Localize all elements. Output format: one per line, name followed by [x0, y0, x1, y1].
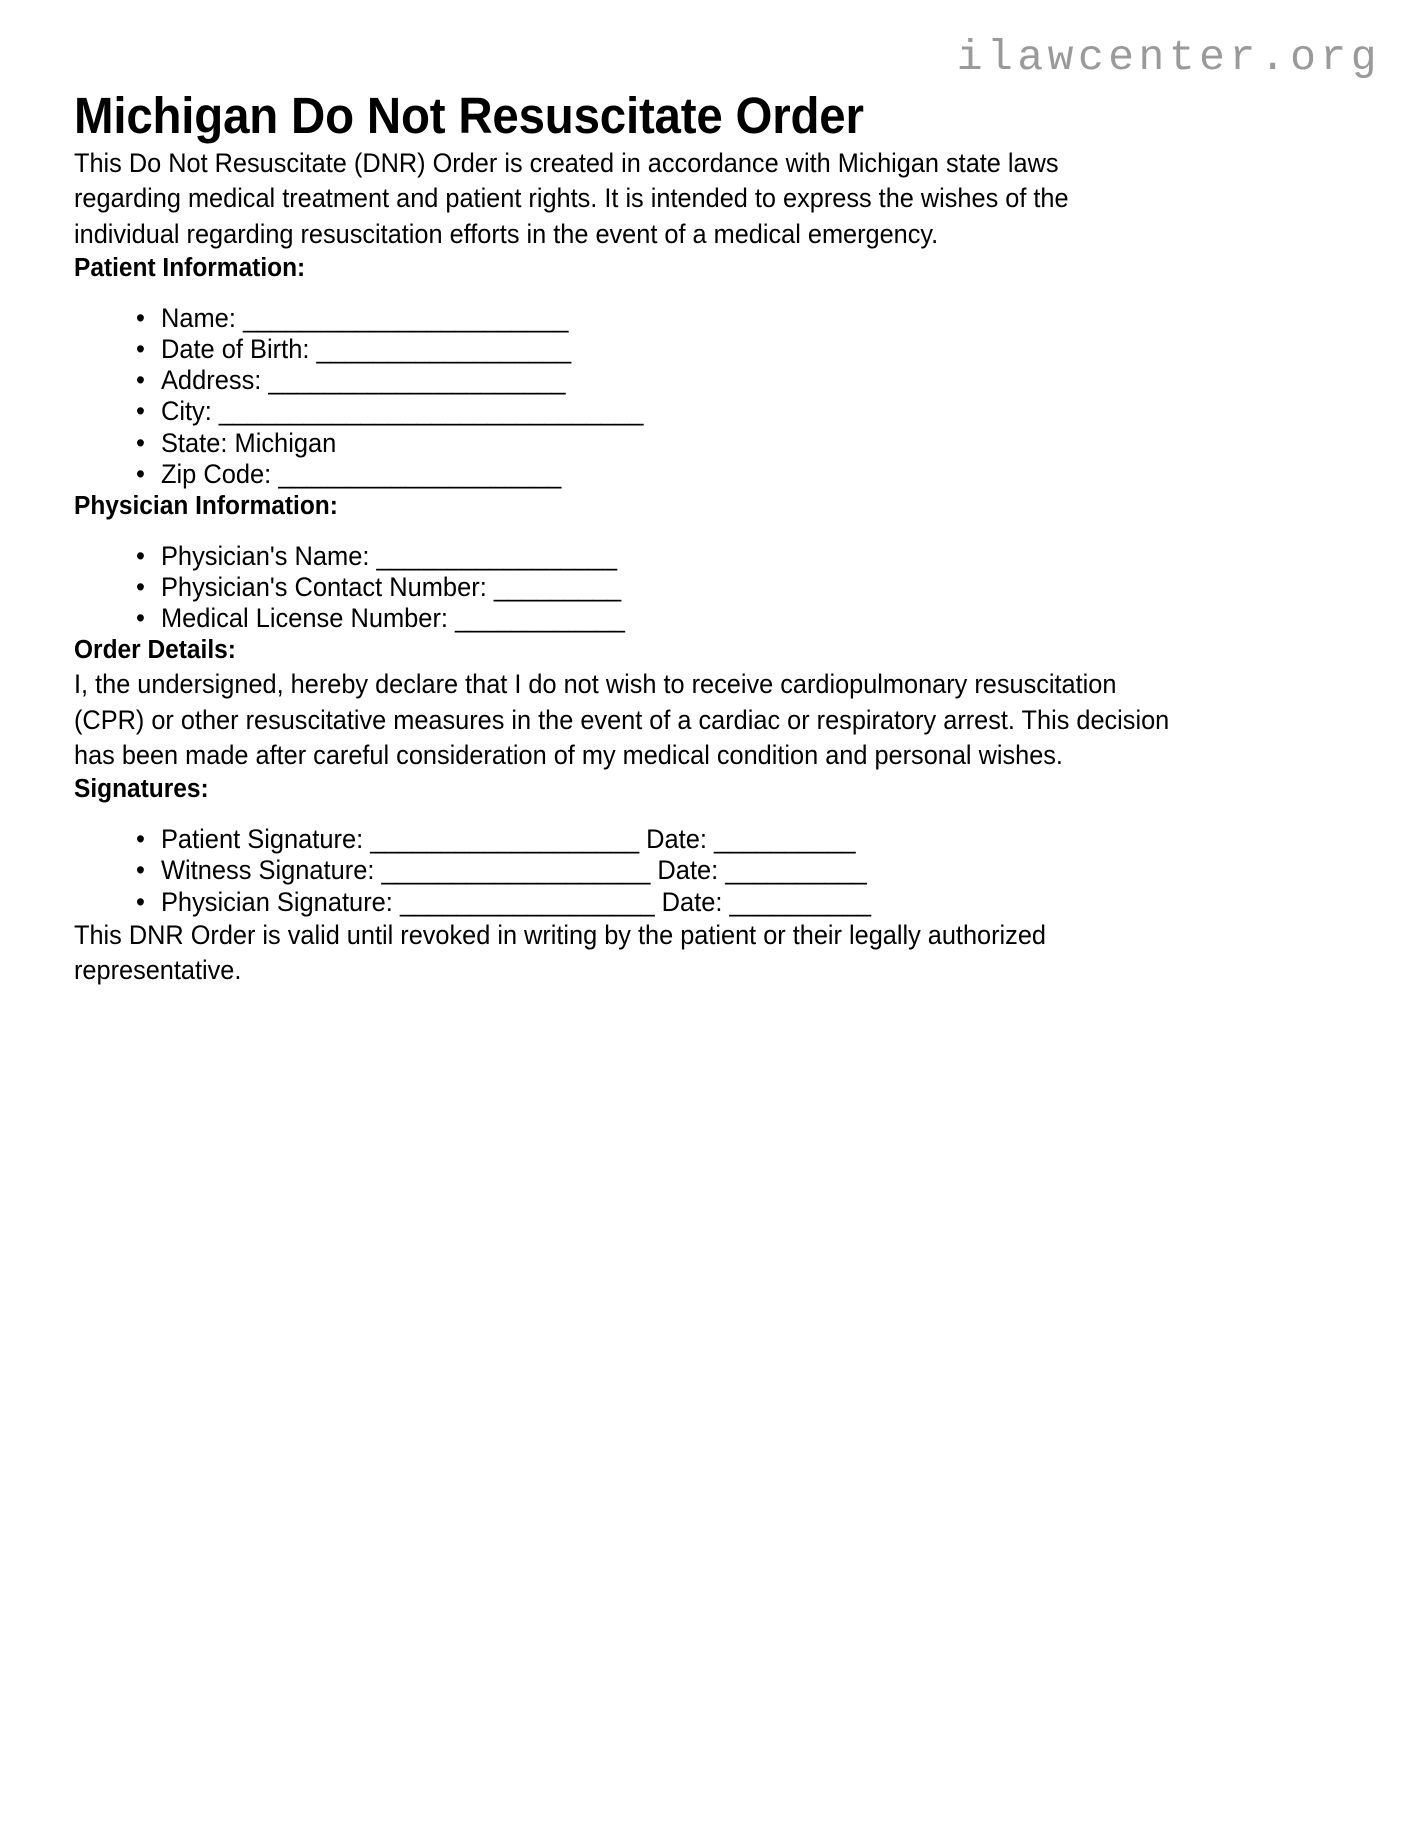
patient-information-heading: Patient Information:	[74, 253, 306, 282]
site-watermark: ilawcenter.org	[956, 33, 1381, 82]
document-content	[74, 86, 1319, 988]
list-item: • Medical License Number: ____________	[136, 603, 1272, 634]
signatures-list	[74, 824, 1319, 917]
list-item: • Zip Code: ____________________	[136, 459, 1272, 490]
list-item: • Physician Signature: __________________ Date: __________	[136, 887, 1272, 918]
list-item: • Physician's Name: _________________	[136, 541, 1272, 572]
order-details-paragraph: I, the undersigned, hereby declare that I do not wish to receive cardiopulmonary resuscitation (CPR) or other resuscitative measures in the event of a cardiac or respiratory arrest. This decision has been made after careful consideration of my medical condition and personal wishes.	[74, 669, 1170, 770]
physician-information-heading: Physician Information:	[74, 491, 338, 520]
order-details-heading: Order Details:	[74, 636, 236, 665]
physician-information-list	[74, 541, 1319, 634]
list-item: • Address: _____________________	[136, 365, 1272, 396]
list-item: • State: Michigan	[136, 428, 1272, 459]
list-item: • Witness Signature: ___________________ Date: __________	[136, 855, 1272, 886]
list-item: • Name: _______________________	[136, 303, 1272, 334]
patient-information-list	[74, 303, 1319, 490]
list-item: • Physician's Contact Number: _________	[136, 572, 1272, 603]
list-item: • Date of Birth: __________________	[136, 334, 1272, 365]
intro-paragraph: This Do Not Resuscitate (DNR) Order is created in accordance with Michigan state laws regarding medical treatment and patient rights. It is intended to express the wishes of the individual regarding resuscitation efforts in the event of a medical emergency.	[74, 148, 1069, 249]
list-item: • City: ______________________________	[136, 396, 1272, 427]
page-title: Michigan Do Not Resuscitate Order	[74, 87, 864, 144]
list-item: • Patient Signature: ___________________ Date: __________	[136, 824, 1272, 855]
signatures-heading: Signatures:	[74, 775, 209, 804]
validity-paragraph: This DNR Order is valid until revoked in writing by the patient or their legally authorized representative.	[74, 919, 1046, 985]
